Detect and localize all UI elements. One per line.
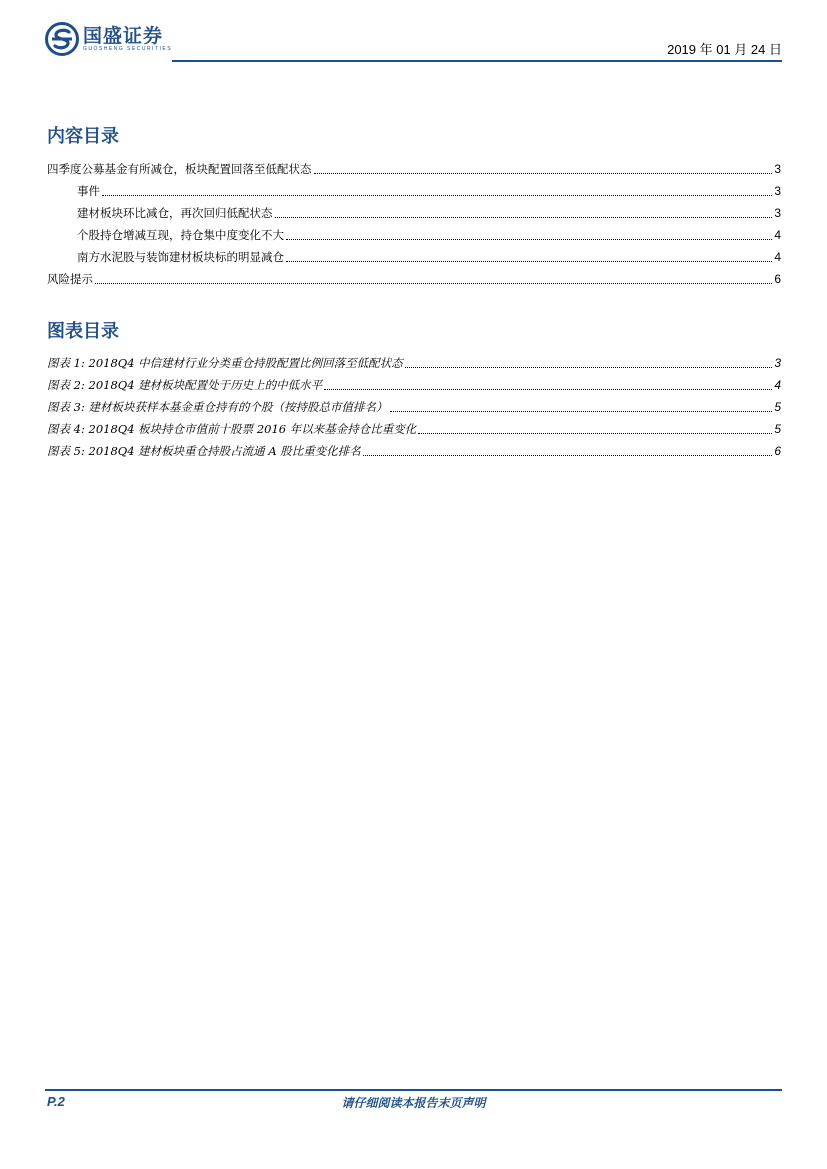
contents-title: 内容目录 [47, 126, 119, 147]
toc-item-page: 4 [774, 228, 781, 242]
figure-list-item[interactable] [47, 421, 781, 437]
figure-list-item[interactable] [47, 399, 781, 415]
toc-item[interactable] [77, 205, 781, 221]
toc-leader [95, 282, 772, 284]
toc-leader [286, 260, 772, 262]
toc-leader [102, 194, 772, 196]
toc-item[interactable] [47, 271, 781, 287]
disclaimer-note: 请仔细阅读本报告末页声明 [341, 1096, 486, 1110]
figure-list-item[interactable] [47, 377, 781, 393]
toc-item-label: 个股持仓增减互现，持仓集中度变化不大 [77, 228, 284, 242]
toc-item[interactable] [77, 227, 781, 243]
toc-item-label: 四季度公募基金有所减仓，板块配置回落至低配状态 [47, 162, 312, 176]
figure-item-label: 图表 2: 2018Q4 建材板块配置处于历史上的中低水平 [47, 378, 323, 392]
guosheng-logo-icon [45, 22, 79, 56]
figure-item-page: 5 [774, 400, 781, 414]
toc-item-page: 3 [774, 206, 781, 220]
report-date: 2019 年 01 月 24 日 [667, 42, 782, 57]
toc-leader [418, 432, 772, 434]
toc-item[interactable] [77, 249, 781, 265]
figure-list-item[interactable] [47, 443, 781, 459]
toc-item-label: 建材板块环比减仓，再次回归低配状态 [77, 206, 273, 220]
logo-english-name: GUOSHENG SECURITIES [83, 45, 173, 52]
figure-item-page: 5 [774, 422, 781, 436]
toc-item[interactable] [77, 183, 781, 199]
toc-item-page: 3 [774, 162, 781, 176]
header-divider [172, 60, 782, 62]
page-number: P.2 [47, 1094, 65, 1109]
company-logo [45, 22, 172, 56]
toc-leader [314, 172, 773, 174]
figure-list-item[interactable] [47, 355, 781, 371]
toc-leader [324, 388, 772, 390]
page-header [45, 22, 782, 64]
figure-item-page: 6 [774, 444, 781, 458]
figure-item-label: 图表 1: 2018Q4 中信建材行业分类重仓持股配置比例回落至低配状态 [47, 356, 403, 370]
toc-leader [286, 238, 772, 240]
toc-item-label: 风险提示 [47, 272, 93, 286]
figure-item-label: 图表 4: 2018Q4 板块持仓市值前十股票 2016 年以来基金持仓比重变化 [47, 422, 417, 436]
toc-leader [390, 410, 773, 412]
logo-chinese-name: 国盛证券 [83, 24, 164, 47]
toc-leader [275, 216, 773, 218]
toc-item-page: 6 [774, 272, 781, 286]
toc-item[interactable] [47, 161, 781, 177]
figure-item-label: 图表 5: 2018Q4 建材板块重仓持股占流通 A 股比重变化排名 [47, 444, 361, 458]
toc-leader [405, 366, 773, 368]
toc-item-label: 南方水泥股与装饰建材板块标的明显减仓 [77, 250, 284, 264]
figures-title: 图表目录 [47, 321, 119, 342]
toc-item-page: 3 [774, 184, 781, 198]
toc-leader [363, 454, 773, 456]
toc-item-page: 4 [774, 250, 781, 264]
figure-item-page: 4 [774, 378, 781, 392]
toc-item-label: 事件 [77, 184, 100, 198]
figure-item-page: 3 [774, 356, 781, 370]
footer-divider [45, 1089, 782, 1091]
figure-item-label: 图表 3: 建材板块获样本基金重仓持有的个股（按持股总市值排名） [47, 400, 388, 414]
